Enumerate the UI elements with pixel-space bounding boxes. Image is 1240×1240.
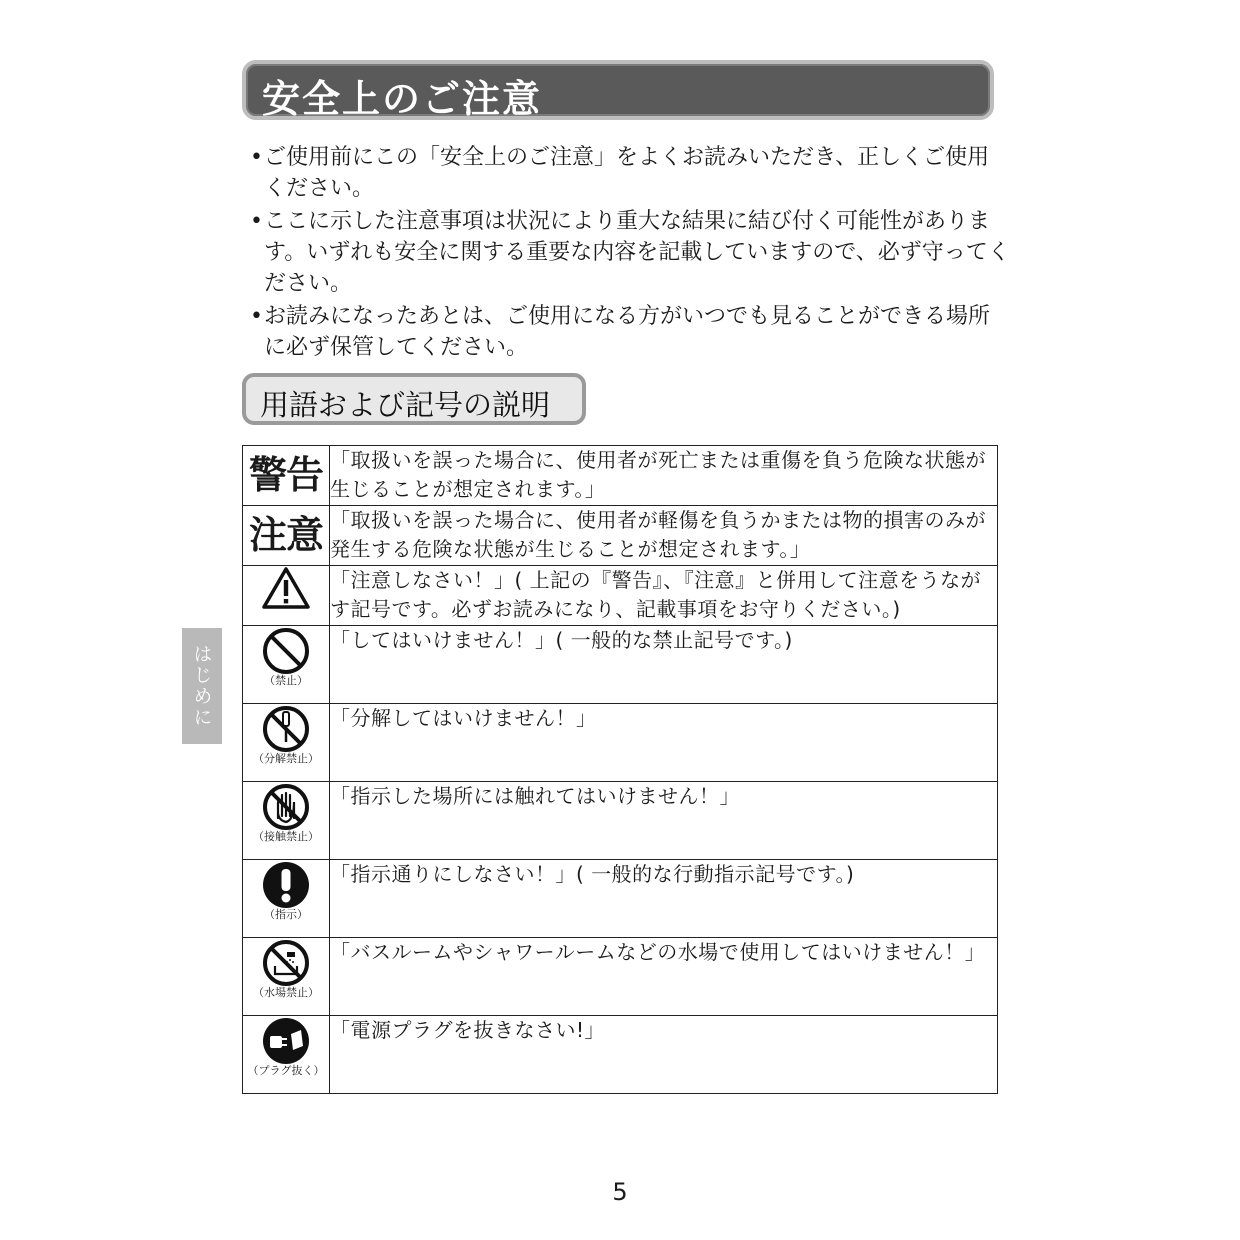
row-description: 「注意しなさい！」( 上記の『警告』、『注意』と併用して注意をうながす記号です。必ずお読みになり、記載事項をお守りください。) [330,566,998,626]
caution-word: 注意 [248,513,323,557]
symbol-legend-table [242,445,998,1094]
row-description: 「指示通りにしなさい！」( 一般的な行動指示記号です。) [330,860,998,938]
table-row [243,782,998,860]
no-wet-area-icon [261,938,311,988]
table-row [243,860,998,938]
row-description: 「取扱いを誤った場合に、使用者が軽傷を負うかまたは物的損害のみが発生する危険な状態が生じることが想定されます。」 [330,506,998,566]
row-description: 「電源プラグを抜きなさい!」 [330,1016,998,1094]
mandatory-action-icon [261,860,311,910]
symbol-caption: （分解禁止） [253,752,319,765]
symbol-caption: （禁止） [264,674,308,687]
list-item: • お読みになったあとは、ご使用になる方がいつでも見ることができる場所に必ず保管してください。 [250,301,1010,363]
row-description: 「分解してはいけません！」 [330,704,998,782]
symbol-caption: （指示） [264,908,308,921]
table-row [243,506,998,566]
row-description: 「取扱いを誤った場合に、使用者が死亡または重傷を負う危険な状態が生じることが想定されます。」 [330,446,998,506]
row-description: 「してはいけません！」( 一般的な禁止記号です。) [330,626,998,704]
list-item: • ご使用前にこの「安全上のご注意」をよくお読みいただき、正しくご使用ください。 [250,142,1010,204]
table-row [243,704,998,782]
symbol-caption: （プラグ抜く） [247,1064,325,1077]
warning-word: 警告 [248,453,323,497]
no-touch-icon [261,782,311,832]
table-row [243,446,998,506]
no-disassembly-icon [261,704,311,754]
section-title: 用語および記号の説明 [260,388,551,422]
page-title-bar [242,60,994,120]
table-row [243,1016,998,1094]
table-row [243,626,998,704]
side-tab: はじめに [182,628,222,744]
prohibition-icon [261,626,311,676]
table-row [243,566,998,626]
symbol-caption: （水場禁止） [253,986,319,999]
list-item: • ここに示した注意事項は状況により重大な結果に結び付く可能性があります。いずれも安全に関する重要な内容を記載していますので、必ず守ってください。 [250,206,1010,299]
unplug-icon [261,1016,311,1066]
section-title-box [242,373,586,425]
safety-notes-list [250,142,1010,365]
row-description: 「指示した場所には触れてはいけません！」 [330,782,998,860]
row-description: 「バスルームやシャワールームなどの水場で使用してはいけません！」 [330,938,998,1016]
table-row [243,938,998,1016]
page-title: 安全上のご注意 [262,77,543,121]
page-number: 5 [612,1178,628,1206]
warning-triangle-icon [261,566,311,610]
symbol-caption: （接触禁止） [253,830,319,843]
